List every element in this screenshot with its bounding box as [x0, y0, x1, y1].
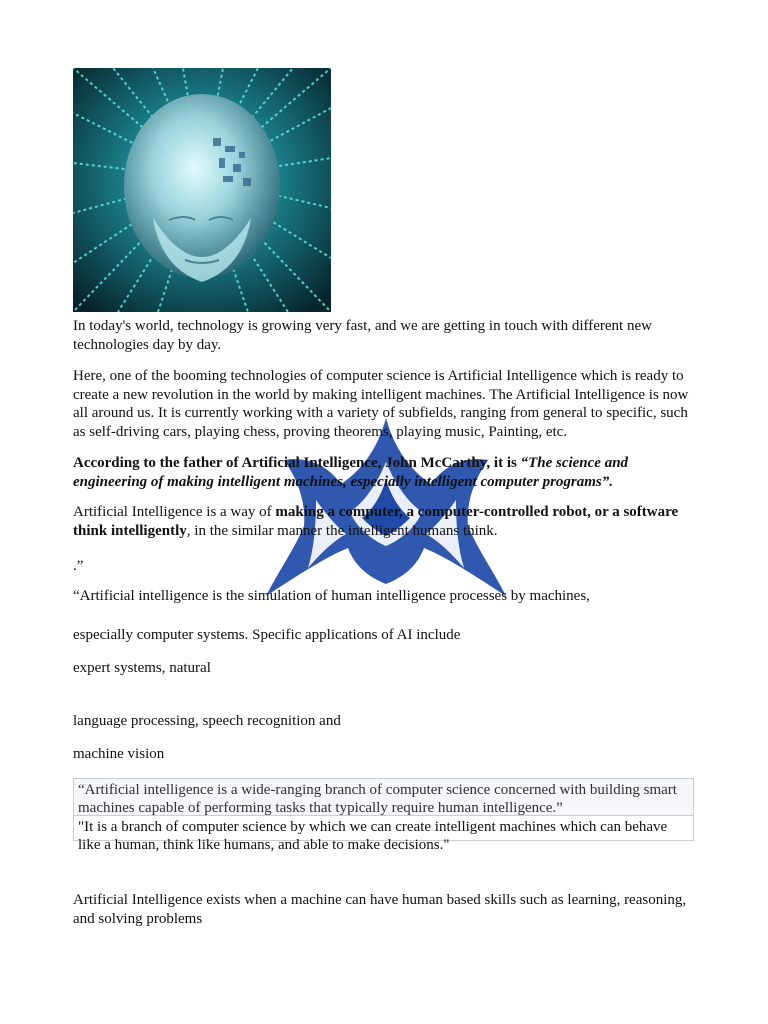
expert-systems-line: expert systems, natural — [73, 660, 211, 676]
ai-way-lead-text: Artificial Intelligence is a way of — [73, 504, 276, 520]
mccarthy-lead-text: According to the father of Artificial Intelligence, John McCarthy, it is — [73, 455, 521, 471]
quote-row-branch: "It is a branch of computer science by which we can create intelligent machines which can behave like a human, think like humans, and able to make decisions." — [78, 819, 668, 853]
ai-way-paragraph — [73, 503, 698, 540]
quote-row-wide-ranging: “Artificial intelligence is a wide-ranging branch of computer science concerned with building smart machines capable of performing tasks that typically require human intelligence.” — [74, 779, 693, 816]
closing-quote-mark: .” — [73, 558, 84, 574]
mccarthy-definition-paragraph — [73, 454, 698, 491]
applications-line: especially computer systems. Specific applications of AI include — [73, 627, 461, 643]
language-processing-line: language processing, speech recognition and — [73, 713, 341, 729]
ai-way-bold-text: making a computer, a computer-controlled robot, or a software think intelligently — [73, 504, 679, 539]
intro-paragraph: In today's world, technology is growing very fast, and we are getting in touch with different new technologies day by day. — [73, 318, 652, 353]
ai-exists-paragraph: Artificial Intelligence exists when a machine can have human based skills such as learning, reasoning, and solving problems — [73, 892, 687, 927]
simulation-line: “Artificial intelligence is the simulation of human intelligence processes by machines, — [73, 588, 590, 604]
mccarthy-quote-text: “The science and engineering of making intelligent machines, especially intelligent computer programs”. — [73, 455, 629, 490]
machine-vision-line: machine vision — [73, 746, 165, 762]
ai-way-tail-text: , in the similar manner the intelligent humans think. — [186, 522, 498, 539]
ai-head-illustration — [73, 68, 331, 312]
revolution-paragraph: Here, one of the booming technologies of computer science is Artificial Intelligence which is ready to create a new revolution in the world by making intelligent machines. The Artificial Intelligence is now all around us. It is currently working with a variety of subfields, ranging from general to specific, such as self-driving cars, playing chess, proving theorems, playing music, Painting, etc. — [73, 368, 689, 440]
definitions-quote-table — [73, 778, 694, 853]
